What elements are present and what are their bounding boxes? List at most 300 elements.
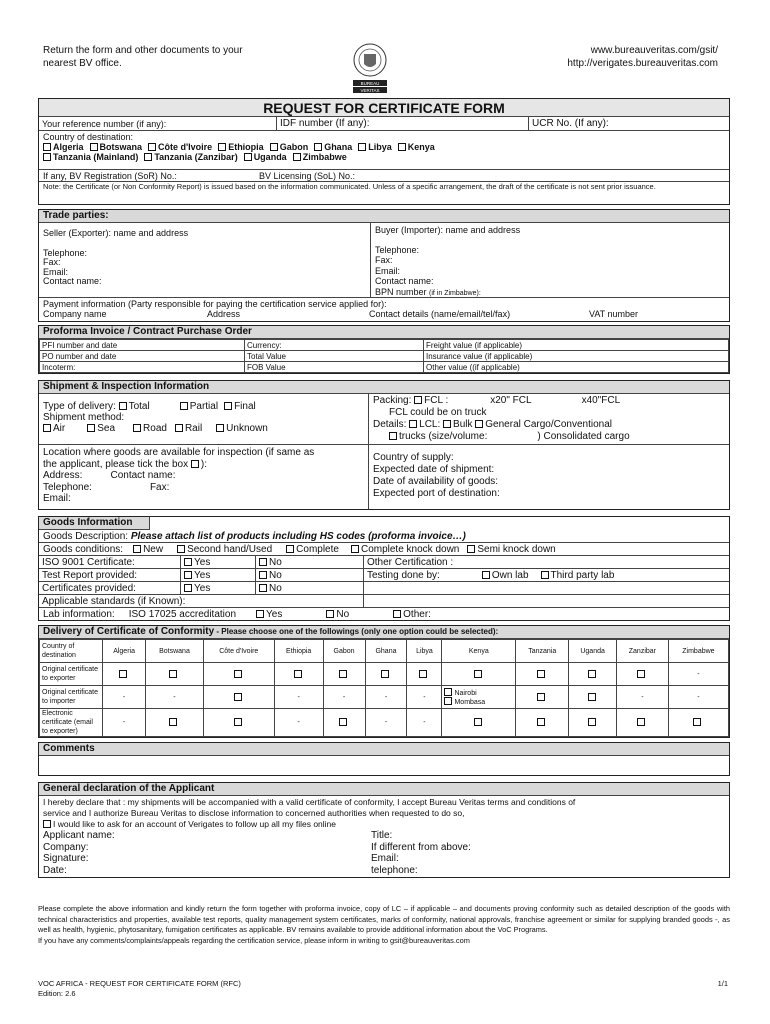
second-hand-checkbox[interactable]	[177, 545, 185, 553]
applicant-date[interactable]: Date:	[43, 864, 67, 876]
skd-label: Semi knock down	[477, 543, 556, 555]
document-id	[38, 979, 241, 999]
destination-country-label: Libya	[368, 142, 392, 152]
location-contact: Contact name:	[110, 470, 176, 481]
delivery-row-label: Original certificate to exporter	[40, 663, 103, 686]
nairobi-label: Nairobi	[454, 690, 477, 697]
certificates-label: Certificates provided:	[39, 582, 181, 594]
new-label: New	[143, 543, 164, 555]
destination-checkbox[interactable]	[270, 143, 278, 151]
destination-country-label: Gabon	[279, 142, 309, 152]
unknown-label: Unknown	[226, 423, 268, 434]
complete-label: Complete	[296, 543, 339, 555]
document-title: VOC AFRICA - REQUEST FOR CERTIFICATE FORM (RFC)	[38, 979, 241, 988]
comments-section[interactable]	[38, 742, 730, 776]
applicant-signature[interactable]: Signature:	[43, 853, 89, 864]
logo-text-1: BUREAU	[360, 81, 380, 86]
third-party-checkbox[interactable]	[541, 571, 549, 579]
destination-country-label: Ethiopia	[228, 142, 264, 152]
trade-parties-row	[39, 223, 729, 298]
skd-checkbox[interactable]	[467, 545, 475, 553]
standards-field[interactable]: Applicable standards (if Known):	[39, 595, 364, 607]
seller-contact: Contact name:	[43, 276, 102, 286]
delivery-type-block	[39, 394, 369, 444]
shipment-row-1	[39, 394, 729, 445]
delivery-cell	[146, 709, 204, 737]
delivery-row	[40, 663, 729, 686]
destination-country-label: Zimbabwe	[302, 152, 347, 162]
payment-address: Address	[207, 309, 241, 319]
declaration-text-1: I hereby declare that : my shipments will be accompanied with a valid certificate of conformity, I accept Bureau Veritas terms and conditions of	[43, 797, 576, 807]
delivery-column-header: Botswana	[146, 640, 204, 663]
seller-fax: Fax:	[43, 257, 61, 267]
delivery-cell: -	[323, 686, 365, 709]
buyer-fax: Fax:	[375, 255, 393, 265]
return-line-2: nearest BV office.	[43, 58, 122, 69]
delivery-cell	[323, 663, 365, 686]
delivery-option-checkbox[interactable]	[294, 670, 302, 678]
air-checkbox[interactable]	[43, 424, 51, 432]
delivery-cell	[274, 663, 323, 686]
shipment-section	[38, 380, 730, 510]
packing-label: Packing:	[373, 395, 412, 406]
certs-yes-checkbox[interactable]	[184, 584, 192, 592]
delivery-column-header: Country of destination	[40, 640, 103, 663]
delivery-cell	[203, 709, 274, 737]
delivery-option-checkbox[interactable]	[693, 718, 701, 726]
country-of-supply: Country of supply:	[373, 452, 454, 463]
delivery-cell	[407, 663, 442, 686]
delivery-cell: -	[274, 686, 323, 709]
total-checkbox[interactable]	[119, 402, 127, 410]
buyer-bpn-note: (if in Zimbabwe):	[429, 289, 481, 297]
destination-country-label: Botswana	[99, 142, 143, 152]
standards-row	[39, 595, 729, 608]
x20-label: x20" FCL	[490, 395, 532, 406]
air-label: Air	[53, 423, 66, 434]
x40-label: x40"FCL	[581, 395, 621, 406]
buyer-block[interactable]	[371, 223, 729, 297]
top-block	[38, 98, 730, 205]
test-report-row	[39, 569, 729, 582]
availability-date: Date of availability of goods:	[373, 476, 499, 487]
packing-block	[369, 394, 729, 444]
trucks-checkbox[interactable]	[389, 432, 397, 440]
trade-parties-heading: Trade parties:	[39, 210, 729, 223]
delivery-cell	[516, 663, 569, 686]
delivery-cell	[616, 709, 668, 737]
other-certification-field[interactable]: Other Certification :	[367, 556, 454, 568]
destination-checkbox[interactable]	[144, 153, 152, 161]
certificates-extra[interactable]	[364, 582, 729, 594]
lcl-label: LCL:	[419, 419, 441, 430]
destination-country-label: Côte d'Ivoire	[158, 142, 213, 152]
delivery-cell	[516, 709, 569, 737]
form-title	[39, 99, 729, 117]
iso-yes-label: Yes	[194, 556, 211, 568]
delivery-cell	[516, 686, 569, 709]
delivery-option-checkbox[interactable]	[637, 718, 645, 726]
certs-no-checkbox[interactable]	[259, 584, 267, 592]
trade-parties-section	[38, 209, 730, 322]
lab-yes-label: Yes	[266, 608, 283, 620]
if-different-label: If different from above:	[371, 841, 471, 853]
delivery-cell: -	[668, 663, 728, 686]
location-block[interactable]	[39, 445, 369, 509]
details-label: Details:	[373, 419, 407, 430]
iso-no-label: No	[269, 556, 282, 568]
iso-yes-checkbox[interactable]	[184, 558, 192, 566]
rail-checkbox[interactable]	[175, 424, 183, 432]
delivery-cell: -	[668, 686, 728, 709]
delivery-option-checkbox[interactable]	[234, 693, 242, 701]
seller-email: Email:	[43, 266, 69, 277]
proforma-section	[38, 325, 730, 374]
testing-label: Testing done by:	[367, 569, 440, 581]
buyer-email: Email:	[375, 265, 401, 276]
verigates-checkbox[interactable]	[43, 820, 51, 828]
delivery-heading-text: Delivery of Certificate of Conformity	[43, 626, 215, 637]
buyer-bpn: BPN number	[375, 286, 427, 297]
ucr-field[interactable]: UCR No. (If any):	[532, 118, 609, 129]
buyer-tel: Telephone:	[375, 244, 420, 255]
delivery-section	[38, 625, 730, 738]
delivery-column-header: Algeria	[103, 640, 146, 663]
payment-label: Payment information (Party responsible for paying the certification service applied for):	[43, 299, 387, 309]
delivery-option-checkbox[interactable]	[169, 718, 177, 726]
goods-conditions-row	[39, 543, 729, 556]
delivery-column-header: Kenya	[442, 640, 516, 663]
destination-checkbox[interactable]	[148, 143, 156, 151]
delivery-heading	[39, 626, 729, 639]
footer-paragraph-1: Please complete the above information and kindly return the form together with proforma invoice, copy of LC – if applicable – and documents proving conformity such as detailed description of the goods with technical characteristics and properties, available test reports, quality management system certificates, marks of conformity, national approvals, franchise agreement or similar for supplying branded goods -, as well as health, hygienic, phytosanitary, fumigation certificates as applicable. BV remains available to provide additional information about the VoC Programs.	[38, 904, 730, 934]
destination-country-label: Tanzania (Mainland)	[53, 152, 139, 162]
certificates-row	[39, 582, 729, 595]
certificate-form	[38, 98, 730, 878]
payment-block[interactable]	[39, 298, 729, 321]
location-label-2: the applicant, please tick the box	[43, 458, 189, 470]
delivery-heading-note: - Please choose one of the followings (only one option could be selected):	[214, 627, 499, 636]
delivery-option-checkbox[interactable]	[381, 670, 389, 678]
bureau-veritas-logo	[348, 40, 392, 98]
destination-country-label: Algeria	[53, 142, 84, 152]
delivery-header-row	[40, 640, 729, 663]
proforma-cell[interactable]: PFI number and date	[40, 340, 245, 351]
test-no-label: No	[269, 569, 282, 581]
test-no-checkbox[interactable]	[259, 571, 267, 579]
destination-country-label: Tanzania (Zanzibar)	[154, 152, 238, 162]
lab-yes-checkbox[interactable]	[256, 610, 264, 618]
trucks-label: trucks (size/volume:	[399, 431, 488, 442]
location-tel: Telephone:	[43, 481, 92, 493]
fcl-truck-label: FCL could be on truck	[389, 407, 487, 418]
destination-checkbox[interactable]	[43, 143, 51, 151]
delivery-cell	[569, 686, 617, 709]
declaration-section	[38, 782, 730, 878]
delivery-option-checkbox[interactable]	[234, 718, 242, 726]
expected-shipment-date: Expected date of shipment:	[373, 464, 495, 475]
delivery-option-checkbox[interactable]	[339, 670, 347, 678]
delivery-column-header: Ghana	[365, 640, 407, 663]
destination-port: Expected port of destination:	[373, 488, 500, 499]
location-label: Location where goods are available for inspection (if same as	[43, 447, 315, 458]
test-report-label: Test Report provided:	[39, 569, 181, 581]
certs-no-label: No	[269, 582, 282, 594]
destination-checkbox[interactable]	[358, 143, 366, 151]
test-yes-checkbox[interactable]	[184, 571, 192, 579]
delivery-cell	[146, 663, 204, 686]
website-links	[458, 44, 718, 70]
delivery-cell	[203, 663, 274, 686]
proforma-cell[interactable]: PO number and date	[40, 351, 245, 362]
iso-row	[39, 556, 729, 569]
fcl-label: FCL :	[424, 395, 449, 406]
delivery-cell	[203, 686, 274, 709]
fcl-checkbox[interactable]	[414, 396, 422, 404]
payment-contact: Contact details (name/email/tel/fax)	[369, 309, 511, 319]
destination-block	[39, 131, 729, 170]
delivery-column-header: Zanzibar	[616, 640, 668, 663]
goods-section	[38, 516, 730, 621]
consolidated-label: ) Consolidated cargo	[537, 431, 630, 442]
third-party-label: Third party lab	[550, 569, 615, 581]
return-line-1: Return the form and other documents to your	[43, 45, 243, 56]
destination-checkbox[interactable]	[218, 143, 226, 151]
delivery-option-checkbox[interactable]	[474, 670, 482, 678]
lcl-checkbox[interactable]	[409, 420, 417, 428]
unknown-checkbox[interactable]	[216, 424, 224, 432]
delivery-table	[39, 639, 729, 737]
delivery-cell	[323, 709, 365, 737]
delivery-option-checkbox[interactable]	[537, 718, 545, 726]
destination-checkbox[interactable]	[244, 153, 252, 161]
form-title-text: REQUEST FOR CERTIFICATE FORM	[263, 99, 505, 116]
delivery-column-header: Uganda	[569, 640, 617, 663]
proforma-row	[40, 362, 729, 373]
bulk-label: Bulk	[453, 419, 473, 430]
delivery-option-checkbox[interactable]	[234, 670, 242, 678]
lab-info-label: Lab information:	[43, 608, 115, 620]
goods-desc-label: Goods Description:	[43, 530, 129, 542]
registration-row	[39, 170, 729, 182]
idf-field[interactable]: IDF number (If any):	[277, 117, 529, 130]
iso-no-checkbox[interactable]	[259, 558, 267, 566]
delivery-column-header: Tanzania	[516, 640, 569, 663]
goods-desc-row[interactable]	[39, 530, 729, 543]
second-hand-label: Second hand/Used	[187, 543, 273, 555]
lab-other-label: Other:	[403, 608, 431, 620]
reference-row	[39, 117, 729, 131]
goods-conditions-label: Goods conditions:	[43, 543, 124, 555]
ckd-checkbox[interactable]	[351, 545, 359, 553]
destination-checkbox[interactable]	[90, 143, 98, 151]
delivery-option-checkbox[interactable]	[588, 718, 596, 726]
gsit-link[interactable]: www.bureauveritas.com/gsit/	[590, 45, 718, 56]
lab-other-checkbox[interactable]	[393, 610, 401, 618]
delivery-option-checkbox[interactable]	[419, 670, 427, 678]
iso17025-label: ISO 17025 accreditation	[128, 608, 237, 620]
own-lab-checkbox[interactable]	[482, 571, 490, 579]
proforma-cell[interactable]: Insurance value (if applicable)	[424, 351, 729, 362]
location-email: Email:	[43, 493, 71, 504]
delivery-cell	[442, 663, 516, 686]
partial-label: Partial	[189, 401, 219, 412]
supply-block[interactable]	[369, 445, 729, 509]
footer-paragraph-2: If you have any comments/complaints/appeals regarding the certification service, please inform in writing to gsit@bureauveritas.com	[38, 935, 470, 945]
delivery-cell	[569, 709, 617, 737]
delivery-row	[40, 686, 729, 709]
new-checkbox[interactable]	[133, 545, 141, 553]
applicant-name[interactable]: Applicant name:	[43, 830, 115, 841]
delivery-cell	[442, 686, 516, 709]
mombasa-checkbox[interactable]	[444, 697, 452, 705]
payment-vat: VAT number	[589, 309, 639, 319]
own-lab-label: Own lab	[491, 569, 529, 581]
delivery-cell: -	[103, 709, 146, 737]
bulk-checkbox[interactable]	[443, 420, 451, 428]
delivery-option-checkbox[interactable]	[637, 670, 645, 678]
destination-country-label: Uganda	[253, 152, 287, 162]
logo-text-2: VERITAS	[360, 88, 380, 93]
final-label: Final	[234, 401, 256, 412]
total-label: Total	[128, 401, 150, 412]
destination-checkbox[interactable]	[293, 153, 301, 161]
location-fax: Fax:	[149, 481, 170, 493]
sol-field[interactable]: BV Licensing (SoL) No.:	[259, 170, 356, 181]
seller-block[interactable]	[39, 223, 371, 297]
rail-label: Rail	[184, 423, 203, 434]
proforma-cell[interactable]: FOB Value	[245, 362, 424, 373]
sea-label: Sea	[97, 423, 116, 434]
proforma-cell[interactable]: Total Value	[245, 351, 424, 362]
delivery-option-checkbox[interactable]	[537, 693, 545, 701]
partial-checkbox[interactable]	[180, 402, 188, 410]
iso-label: ISO 9001 Certificate:	[39, 556, 181, 568]
delivery-cell	[668, 709, 728, 737]
payment-company: Company name	[43, 309, 107, 319]
same-as-applicant-checkbox[interactable]	[191, 460, 199, 468]
standards-extra[interactable]	[364, 595, 729, 607]
delivery-cell: -	[407, 709, 442, 737]
delivery-cell	[442, 709, 516, 737]
declaration-text-2: service and I authorize Bureau Veritas to disclose information to concerned authorities when requested to do so,	[43, 808, 465, 818]
delivery-row	[40, 709, 729, 737]
destination-checkbox[interactable]	[314, 143, 322, 151]
delivery-column-header: Libya	[407, 640, 442, 663]
proforma-cell[interactable]: Incoterm:	[40, 362, 245, 373]
location-address: Address:	[43, 470, 83, 481]
shipment-heading: Shipment & Inspection Information	[39, 381, 729, 394]
page-number: 1/1	[717, 979, 728, 988]
comments-heading: Comments	[39, 743, 729, 756]
delivery-column-header: Côte d'Ivoire	[203, 640, 274, 663]
delivery-cell: -	[365, 709, 407, 737]
applicant-title[interactable]: Title:	[371, 830, 393, 841]
shipment-method-label: Shipment method:	[43, 412, 125, 423]
general-cargo-checkbox[interactable]	[475, 420, 483, 428]
delivery-option-checkbox[interactable]	[119, 670, 127, 678]
delivery-option-checkbox[interactable]	[537, 670, 545, 678]
declaration-heading: General declaration of the Applicant	[39, 783, 729, 796]
complete-checkbox[interactable]	[286, 545, 294, 553]
proforma-row	[40, 351, 729, 362]
road-label: Road	[143, 423, 167, 434]
delivery-option-checkbox[interactable]	[474, 718, 482, 726]
final-checkbox[interactable]	[224, 402, 232, 410]
delivery-option-checkbox[interactable]	[169, 670, 177, 678]
delivery-cell: -	[616, 686, 668, 709]
proforma-cell[interactable]: Currency:	[245, 340, 424, 351]
delivery-row-label: Electronic certificate (email to exporter)	[40, 709, 103, 737]
applicant-telephone[interactable]: telephone:	[371, 864, 418, 876]
delivery-type-label: Type of delivery:	[43, 401, 116, 412]
proforma-cell[interactable]: Other value ((if applicable)	[424, 362, 729, 373]
proforma-cell[interactable]: Freight value (if applicable)	[424, 340, 729, 351]
sor-field[interactable]: If any, BV Registration (SoR) No.:	[43, 170, 177, 181]
location-label-3: ):	[200, 458, 207, 470]
delivery-cell	[365, 663, 407, 686]
goods-heading: Goods Information	[39, 517, 150, 530]
delivery-cell	[103, 663, 146, 686]
seller-label: Seller (Exporter): name and address	[43, 228, 189, 238]
delivery-option-checkbox[interactable]	[339, 718, 347, 726]
sea-checkbox[interactable]	[87, 424, 95, 432]
applicant-email[interactable]: Email:	[371, 853, 399, 864]
proforma-heading: Proforma Invoice / Contract Purchase Order	[39, 326, 729, 339]
shipment-row-2	[39, 445, 729, 509]
footer-instructions	[38, 904, 730, 946]
delivery-option-checkbox[interactable]	[588, 670, 596, 678]
proforma-row	[40, 340, 729, 351]
note: Note: the Certificate (or Non Conformity Report) is issued based on the information communicated. Unless of a specific arrangement, the draft of the certificate is not sent prior issuance.	[43, 182, 656, 191]
nairobi-checkbox[interactable]	[444, 688, 452, 696]
ckd-label: Complete knock down	[360, 543, 460, 555]
document-edition: Edition: 2.6	[38, 989, 76, 998]
destination-country-label: Ghana	[324, 142, 353, 152]
delivery-cell: -	[146, 686, 204, 709]
destination-row-1	[43, 142, 725, 152]
verigates-link[interactable]: http://verigates.bureauveritas.com	[567, 58, 718, 69]
road-checkbox[interactable]	[133, 424, 141, 432]
delivery-option-checkbox[interactable]	[588, 693, 596, 701]
applicant-company[interactable]: Company:	[43, 841, 89, 853]
buyer-label: Buyer (Importer): name and address	[375, 225, 521, 235]
proforma-table	[39, 339, 729, 373]
test-yes-label: Yes	[194, 569, 211, 581]
your-reference-field[interactable]: Your reference number (if any):	[39, 117, 277, 130]
delivery-row-label: Original certificate to importer	[40, 686, 103, 709]
delivery-cell	[616, 663, 668, 686]
delivery-column-header: Gabon	[323, 640, 365, 663]
delivery-cell: -	[103, 686, 146, 709]
delivery-column-header: Ethiopia	[274, 640, 323, 663]
delivery-cell	[569, 663, 617, 686]
verigates-label: I would like to ask for an account of Verigates to follow up all my files online	[53, 819, 337, 829]
delivery-cell: -	[274, 709, 323, 737]
destination-row-2	[43, 152, 725, 162]
delivery-column-header: Zimbabwe	[668, 640, 728, 663]
certs-yes-label: Yes	[194, 582, 211, 594]
buyer-contact: Contact name:	[375, 276, 434, 286]
destination-country-label: Kenya	[407, 142, 435, 152]
destination-checkbox[interactable]	[398, 143, 406, 151]
destination-label: Country of destination:	[43, 132, 134, 142]
goods-desc-note: Please attach list of products including HS codes (proforma invoice…)	[130, 530, 466, 542]
lab-no-label: No	[336, 608, 350, 620]
destination-checkbox[interactable]	[43, 153, 51, 161]
lab-info-row	[39, 608, 729, 620]
lab-no-checkbox[interactable]	[326, 610, 334, 618]
